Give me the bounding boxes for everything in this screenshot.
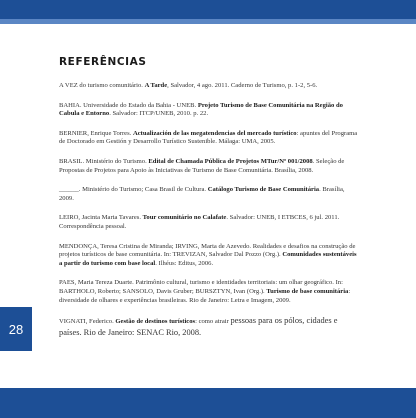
reference-title: Turismo de base comunitária	[266, 287, 349, 295]
page-heading: REFERÊNCIAS	[59, 56, 147, 68]
reference-text: . Salvador: ITCP/UNEB, 2010. p. 22.	[109, 110, 209, 118]
reference-text: BRASIL. Ministério do Turismo.	[59, 157, 149, 165]
reference-entry	[59, 158, 359, 175]
reference-text: : como atrair	[195, 318, 231, 326]
reference-title: Catálogo Turismo de Base Comunitária	[207, 186, 320, 194]
top-color-band	[0, 0, 416, 21]
reference-entry	[59, 82, 359, 91]
page-number-tab	[0, 307, 32, 351]
reference-title: A Tarde	[144, 82, 168, 89]
reference-title: Tour comunitário no Calafate	[142, 214, 227, 222]
reference-entry	[59, 130, 359, 147]
reference-text: LEIRO, Jacinta Marta Tavares.	[59, 214, 143, 222]
reference-text: . Salvador: UNEB, I ETBCES, 6 jul. 2011. Correspondência pessoal.	[59, 214, 340, 230]
references-section	[59, 56, 359, 350]
reference-entry	[59, 102, 359, 119]
reference-text: PAES, Maria Tereza Duarte. Patrimônio cultural, turismo e identidades territoriais: um olhar geográfico. In: BARTHOLO, Roberto; SANSOLO, Davis Gruber; BURSZTYN, Ivan (Org.).	[59, 279, 343, 295]
reference-text: pessoas para os pólos, cidades e países. Rio de Janeiro: SENAC Rio, 2008.	[59, 316, 338, 337]
reference-text: . Seleção de Propostas de Projetos para Apoio às Iniciativas de Turismo de Base Comunitária. Brasília, 2008.	[59, 157, 345, 174]
bottom-color-band	[0, 388, 416, 418]
reference-entry	[59, 186, 359, 203]
reference-text: . Brasília, 2009.	[59, 186, 345, 202]
page-number: 28	[8, 321, 24, 337]
reference-title: Actualización de las megatendencias del mercado turístico	[132, 129, 297, 137]
reference-entry	[59, 279, 359, 305]
reference-title: Gestão de destinos turísticos	[115, 318, 196, 326]
reference-title: Comunidades sustentáveis a partir do turismo com base local	[59, 251, 357, 267]
reference-text: . Ilhéus: Editus, 2006.	[155, 259, 214, 267]
reference-text: BERNIER, Enrique Torres.	[59, 129, 133, 137]
reference-title: Projeto Turismo de Base Comunitária na Região do Cabula e Entorno	[59, 101, 343, 118]
reference-text: , Salvador, 4 ago. 2011. Caderno de Turismo, p. 1-2, 5-6.	[167, 82, 318, 89]
top-accent-stripe	[0, 19, 416, 24]
reference-text: VIGNATI, Federico.	[59, 318, 116, 326]
reference-entry	[59, 243, 359, 269]
reference-text: : apuntes del Programa de Doctorado em Gestión y Desarrollo Turístico Sustenible. Málaga: UMA, 2005.	[59, 129, 358, 146]
reference-title: Edital de Chamada Pública de Projetos MTur/Nº 001/2008	[148, 157, 313, 165]
reference-text: A VEZ do turismo comunitário.	[59, 82, 145, 89]
reference-entry	[59, 316, 359, 339]
reference-text: ______. Ministério do Turismo; Casa Brasil de Cultura.	[59, 186, 208, 194]
reference-text: : diversidade de olhares e experiências brasileiras. Rio de Janeiro: Letra e Imagem, 2009.	[59, 287, 351, 304]
reference-text: MENDONÇA, Teresa Cristina de Miranda; IRVING, Marta de Azevedo. Realidades e desafios na construção de projetos turísticos de base comunitária. In: TREVIZAN, Salvador Dal Pozzo (Org.).	[59, 242, 356, 259]
reference-entry	[59, 214, 359, 231]
reference-text: BAHIA. Universidade do Estado da Bahia - UNEB.	[59, 101, 198, 109]
